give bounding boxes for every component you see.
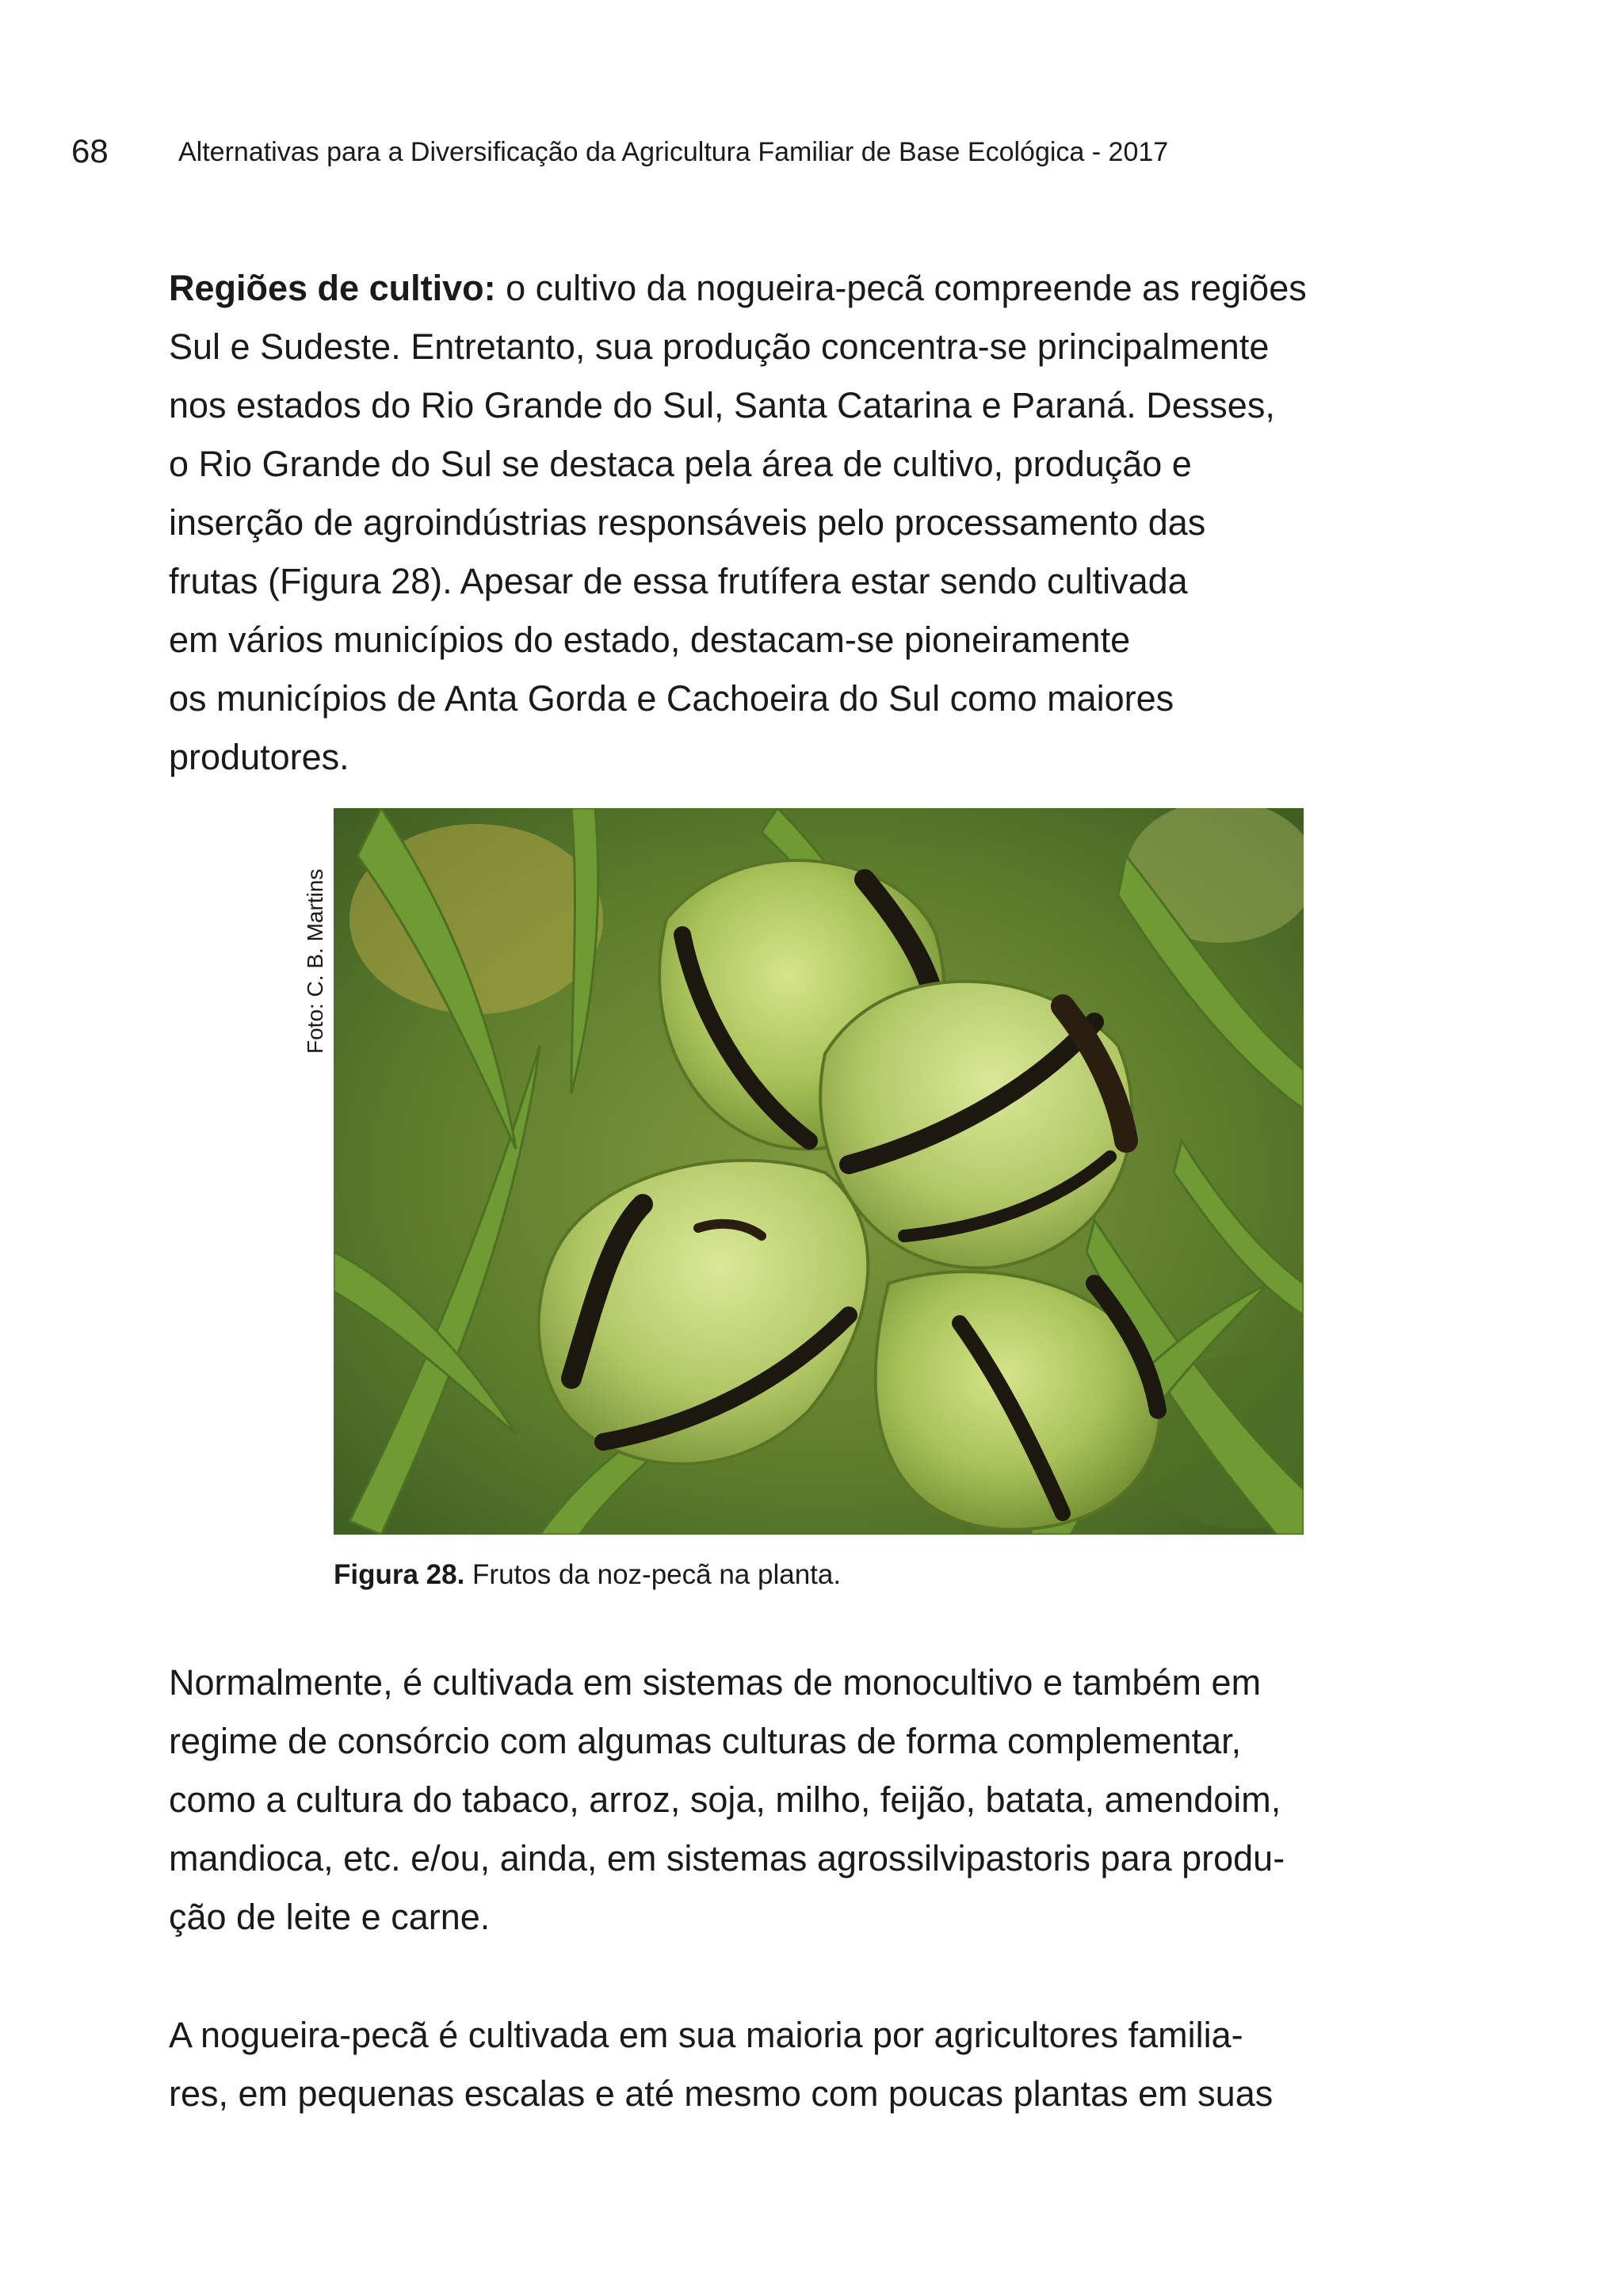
paragraph-text: o cultivo da nogueira-pecã compreende as regiões	[495, 268, 1307, 308]
paragraph-line: Sul e Sudeste. Entretanto, sua produção concentra-se principalmente	[169, 326, 1270, 367]
paragraph-line: ção de leite e carne.	[169, 1897, 491, 1937]
figure-28-photo	[334, 808, 1304, 1535]
paragraph-line: mandioca, etc. e/ou, ainda, em sistemas agrossilvipastoris para produ-	[169, 1838, 1285, 1878]
paragraph-line: frutas (Figura 28). Apesar de essa frutífera estar sendo cultivada	[169, 561, 1188, 601]
paragraph-line: nos estados do Rio Grande do Sul, Santa Catarina e Paraná. Desses,	[169, 385, 1275, 425]
paragraph-line: A nogueira-pecã é cultivada em sua maioria por agricultores familia-	[169, 2015, 1243, 2055]
paragraph-line: como a cultura do tabaco, arroz, soja, milho, feijão, batata, amendoim,	[169, 1779, 1281, 1820]
page-number: 68	[71, 132, 109, 170]
section-label: Regiões de cultivo:	[169, 268, 496, 308]
paragraph-line: regime de consórcio com algumas culturas de forma complementar,	[169, 1721, 1242, 1761]
photo-credit: Foto: C. B. Martins	[303, 868, 327, 1054]
paragraph-line: res, em pequenas escalas e até mesmo com poucas plantas em suas	[169, 2073, 1274, 2114]
paragraph-regioes-de-cultivo	[169, 259, 1307, 787]
figure-caption	[334, 1557, 841, 1593]
running-header: Alternativas para a Diversificação da Agricultura Familiar de Base Ecológica - 2017	[178, 137, 1169, 167]
paragraph-line: inserção de agroindústrias responsáveis pelo processamento das	[169, 502, 1206, 543]
paragraph-line: os municípios de Anta Gorda e Cachoeira do Sul como maiores	[169, 678, 1174, 719]
paragraph-line: Normalmente, é cultivada em sistemas de monocultivo e também em	[169, 1662, 1262, 1703]
paragraph-monocultivo	[169, 1653, 1285, 1947]
paragraph-line: produtores.	[169, 737, 349, 777]
pecan-nut-bottom-right	[876, 1272, 1160, 1529]
paragraph-line: o Rio Grande do Sul se destaca pela área de cultivo, produção e	[169, 444, 1192, 484]
paragraph-line: em vários municípios do estado, destacam-se pioneiramente	[169, 620, 1131, 660]
caption-text: Frutos da noz-pecã na planta.	[464, 1559, 842, 1590]
paragraph-line	[169, 259, 1307, 318]
caption-label: Figura 28.	[334, 1559, 465, 1590]
paragraph-agricultores-familiares	[169, 2006, 1273, 2123]
